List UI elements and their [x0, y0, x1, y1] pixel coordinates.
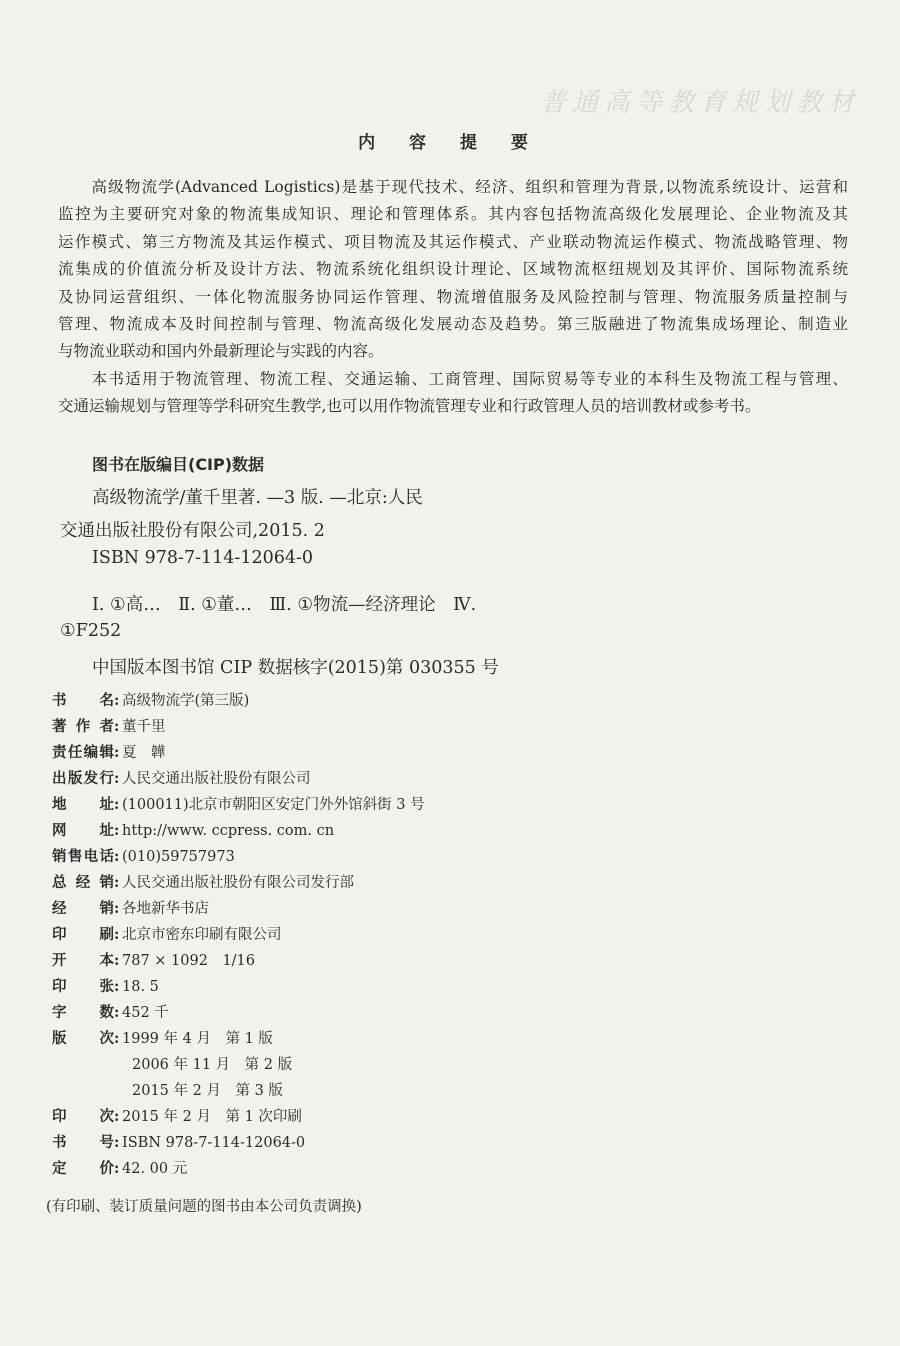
info-value: 1999 年 4 月 第 1 版	[122, 1031, 273, 1047]
info-value: (100011)北京市朝阳区安定门外外馆斜街 3 号	[122, 797, 425, 813]
paragraph-line: 高级物流学(Advanced Logistics)是基于现代技术、经济、组织和管理为背景,以物流系统设计、运营和	[58, 178, 848, 196]
paragraph-line: 交通运输规划与管理等学科研究生教学,也可以用作物流管理专业和行政管理人员的培训教材或参考书。	[58, 397, 761, 416]
cip-line: Ⅰ. ①高… Ⅱ. ①董… Ⅲ. ①物流—经济理论 Ⅳ.	[92, 595, 477, 615]
info-label: 出版发行	[52, 771, 114, 787]
colon: :	[114, 796, 120, 813]
colon: :	[114, 952, 120, 969]
info-row	[52, 714, 425, 740]
info-label: 定价	[52, 1161, 114, 1177]
info-row	[52, 896, 425, 922]
cip-line: ①F252	[60, 621, 122, 641]
info-row	[52, 792, 425, 818]
paragraph-line: 管理、物流成本及时间控制与管理、物流高级化发展动态及趋势。第三版融进了物流集成场理论、制造业	[58, 314, 848, 333]
info-row	[52, 688, 425, 714]
info-label: 书名	[52, 693, 114, 709]
info-label: 印刷	[52, 927, 114, 943]
info-row	[52, 1156, 425, 1182]
paragraph-line: 运作模式、第三方物流及其运作模式、项目物流及其运作模式、产业联动物流运作模式、物流战略管理、物	[58, 232, 848, 251]
info-label	[52, 1078, 114, 1104]
info-label: 开本	[52, 953, 114, 969]
colon: :	[114, 926, 120, 943]
info-label: 销售电话	[52, 849, 114, 865]
colon: :	[114, 692, 120, 709]
info-row	[52, 1130, 425, 1156]
info-row	[52, 1052, 425, 1078]
cip-line: 交通出版社股份有限公司,2015. 2	[60, 521, 325, 541]
info-label: 印张	[52, 979, 114, 995]
colon: :	[114, 900, 120, 917]
quality-note: (有印刷、装订质量问题的图书由本公司负责调换)	[46, 1199, 362, 1215]
info-row	[52, 740, 425, 766]
summary-paragraph-2	[58, 366, 848, 421]
paragraph-line: 监控为主要研究对象的物流集成知识、理论和管理体系。其内容包括物流高级化发展理论、企业物流及其	[58, 205, 848, 224]
info-label: 总经销	[52, 875, 114, 891]
info-label: 版次	[52, 1031, 114, 1047]
colon: :	[114, 718, 120, 735]
info-value: 42. 00 元	[122, 1161, 188, 1177]
publication-info	[52, 688, 425, 1182]
paragraph-line: 本书适用于物流管理、物流工程、交通运输、工商管理、国际贸易等专业的本科生及物流工程与管理、	[58, 370, 848, 388]
info-value: ISBN 978-7-114-12064-0	[122, 1135, 306, 1151]
series-watermark: 普通高等教育规划教材	[539, 88, 860, 118]
info-row	[52, 922, 425, 948]
info-label: 经销	[52, 901, 114, 917]
info-row	[52, 948, 425, 974]
paragraph-line: 流集成的价值流分析及设计方法、物流系统化组织设计理论、区域物流枢纽规划及其评价、国际物流系统	[58, 260, 848, 279]
cip-line: 中国版本图书馆 CIP 数据核字(2015)第 030355 号	[92, 658, 499, 678]
cip-line: 高级物流学/董千里著. —3 版. —北京:人民	[92, 488, 423, 508]
info-value: 787 × 1092 1/16	[122, 953, 256, 969]
info-value: 2006 年 11 月 第 2 版	[132, 1057, 293, 1073]
info-label: 印次	[52, 1109, 114, 1125]
colon: :	[114, 1004, 120, 1021]
info-value: 北京市密东印刷有限公司	[122, 927, 282, 943]
info-row	[52, 818, 425, 844]
cip-line: ISBN 978-7-114-12064-0	[92, 548, 314, 568]
cip-heading: 图书在版编目(CIP)数据	[92, 455, 265, 474]
info-label	[52, 1052, 114, 1078]
summary-title: 内 容 提 要	[358, 133, 542, 153]
info-value: 夏 韡	[122, 745, 166, 761]
colon: :	[114, 1160, 120, 1177]
colon: :	[114, 874, 120, 891]
paragraph-line: 及协同运营组织、一体化物流服务协同运作管理、物流增值服务及风险控制与管理、物流服务质量控制与	[58, 287, 848, 306]
info-value: 人民交通出版社股份有限公司发行部	[122, 875, 354, 891]
info-value: http://www. ccpress. com. cn	[122, 823, 335, 839]
info-row	[52, 974, 425, 1000]
info-label: 地址	[52, 797, 114, 813]
info-value: 董千里	[122, 719, 166, 735]
info-value: 2015 年 2 月 第 3 版	[132, 1083, 283, 1099]
colon: :	[114, 822, 120, 839]
info-row	[52, 766, 425, 792]
info-row	[52, 1104, 425, 1130]
info-value: 人民交通出版社股份有限公司	[122, 771, 311, 787]
info-label: 书号	[52, 1135, 114, 1151]
info-label: 字数	[52, 1005, 114, 1021]
info-label: 网址	[52, 823, 114, 839]
paragraph-line: 与物流业联动和国内外最新理论与实践的内容。	[58, 342, 384, 361]
info-row	[52, 844, 425, 870]
colon: :	[114, 1108, 120, 1125]
summary-paragraph-1	[58, 174, 848, 366]
info-value: 452 千	[122, 1005, 169, 1021]
info-value: 18. 5	[122, 979, 159, 995]
info-row	[52, 1026, 425, 1052]
info-value: (010)59757973	[122, 849, 235, 865]
colon: :	[114, 1134, 120, 1151]
colon: :	[114, 770, 120, 787]
info-row	[52, 1000, 425, 1026]
info-value: 2015 年 2 月 第 1 次印刷	[122, 1109, 302, 1125]
info-label: 责任编辑	[52, 745, 114, 761]
colon: :	[114, 744, 120, 761]
info-row	[52, 1078, 425, 1104]
info-label: 著作者	[52, 719, 114, 735]
info-value: 各地新华书店	[122, 901, 209, 917]
info-value: 高级物流学(第三版)	[122, 693, 250, 709]
colon: :	[114, 848, 120, 865]
colon: :	[114, 1030, 120, 1047]
info-row	[52, 870, 425, 896]
colon: :	[114, 978, 120, 995]
